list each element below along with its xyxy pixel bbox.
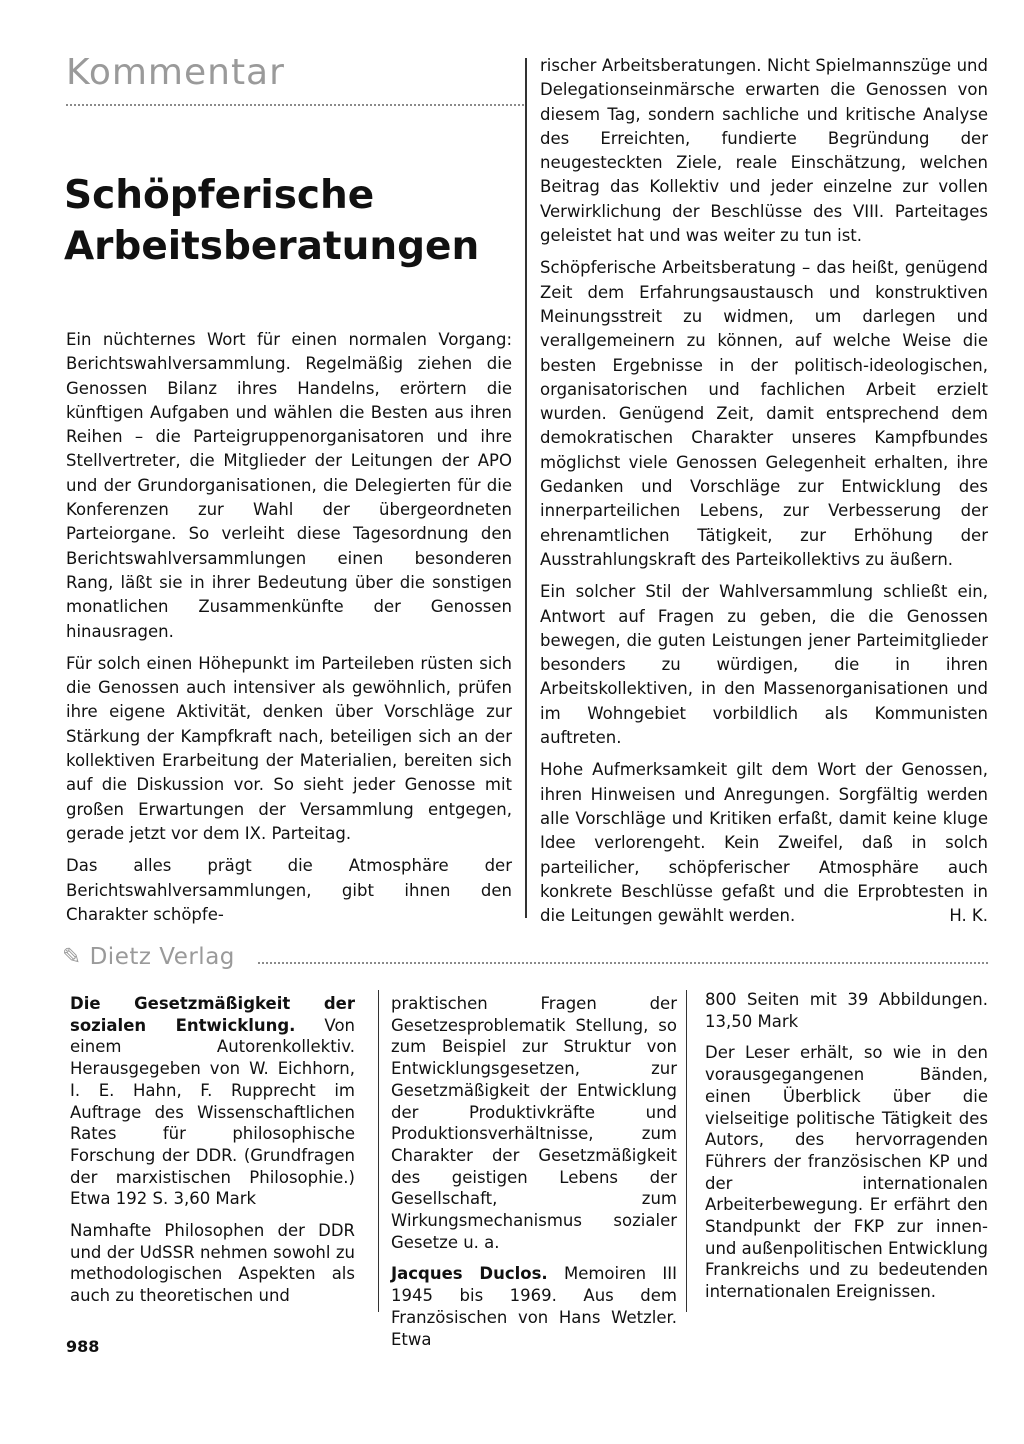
book-column-divider — [686, 990, 687, 1312]
book-column-3 — [705, 989, 988, 1313]
book-description: Der Leser erhält, so wie in den vorausgegangenen Bänden, einen Überblick über die vielseitige politische Tätigkeit des Autors, des hervorragenden Führers der französischen KP und der internationalen Arbeiterbewegung. Er erfährt den Standpunkt der FKP zur innen- und außenpolitischen Entwicklung Frankreichs und zu bedeutenden internationalen Ereignissen. — [705, 1043, 989, 1302]
publisher-header — [62, 944, 235, 970]
book-column-divider — [378, 990, 379, 1312]
article-title — [64, 170, 514, 272]
book-title: Die Gesetzmäßigkeit der sozialen Entwicklung. — [70, 994, 355, 1035]
column-divider — [525, 58, 527, 918]
author-initials: H. K. — [949, 906, 988, 926]
article-paragraph: Für solch einen Höhepunkt im Parteileben rüsten sich die Genossen auch intensiver als gewöhnlich, prüfen ihre eigene Aktivität, denken über Vorschläge zur Stärkung der Kampfkraft nach, beteiligen sich an der kollektiven Erarbeitung der Materialien, bereiten sich auf die Diskussion vor. So sieht jeder Genosse mit großen Erwartungen der Versammlung entgegen, gerade jetzt vor dem IX. Parteitag. — [66, 653, 512, 843]
book-entry — [391, 1263, 677, 1350]
page-number: 988 — [66, 1337, 100, 1356]
book-column-2 — [391, 993, 677, 1360]
article-paragraph: rischer Arbeitsberatungen. Nicht Spielmannszüge und Delegationseinmärsche erwarten die Genossen von diesem Tag, sondern sachliche und kritische Analyse des Erreichten, fundierte Begründung der neugesteckten Ziele, reale Einschätzung, welchen Beitrag das Kollektiv und jeder einzelne zur vollen Verwirklichung der Beschlüsse des VIII. Parteitages geleistet hat und was weiter zu tun ist. — [540, 56, 988, 246]
book-details: Memoiren III 1945 bis 1969. Aus dem Französischen von Hans Wetzler. Etwa — [391, 1264, 677, 1349]
kicker-rule — [66, 104, 524, 106]
article-paragraph-text: Hohe Aufmerksamkeit gilt dem Wort der Genossen, ihren Hinweisen und Anregungen. Sorgfältig werden alle Vorschläge und Kritiken erfaßt, damit keine kluge Idee verlorengeht. Kein Zweifel, daß in solch parteilicher, schöpferischer Atmosphäre auch konkrete Beschlüsse gefaßt und die Erprobtesten in die Leitungen gewählt werden. — [540, 760, 988, 926]
article-left-column — [66, 328, 512, 935]
article-paragraph: Ein nüchternes Wort für einen normalen Vorgang: Berichtswahlversammlung. Regelmäßig ziehen die Genossen Bilanz ihres Handelns, erörtern die künftigen Aufgaben und wählen die Besten aus ihren Reihen – die Parteigruppenorganisatoren und ihre Stellvertreter, die Mitglieder der Leitungen der APO und der Grundorganisationen, die Delegierten für die Konferenzen zur Wahl der übergeordneten Parteiorgane. So verleiht diese Tagesordnung den Berichtswahlversammlungen einen besonderen Rang, läßt sie in ihrer Bedeutung über die sonstigen monatlichen Zusammenkünfte der Genossen hinausragen. — [66, 330, 512, 641]
publisher-logo-icon: ✎ — [62, 944, 82, 970]
publisher-name: Dietz Verlag — [89, 944, 235, 970]
section-kicker: Kommentar — [66, 52, 285, 93]
article-paragraph — [540, 758, 988, 928]
book-entry — [70, 993, 355, 1210]
article-paragraph: Schöpferische Arbeitsberatung – das heißt, genügend Zeit dem Erfahrungsaustausch und konstruktiven Meinungsstreit zu widmen, um darlegen und verallgemeinern zu können, auf welche Weise die besten Ergebnisse in der politisch-ideologischen, organisatorischen und fachlichen Arbeit erzielt wurden. Genügend Zeit, damit entsprechend dem demokratischen Charakter unseres Kampfbundes möglichst viele Genossen Gelegenheit erhalten, ihre Gedanken und Vorschläge zur Entwicklung des innerparteilichen Lebens, zur Verbesserung der ehrenamtlichen Tätigkeit, zur Erhöhung der Ausstrahlungskraft des Parteikollektivs zu äußern. — [540, 258, 988, 569]
book-column-1 — [70, 993, 355, 1317]
book-description: Namhafte Philosophen der DDR und der UdSSR nehmen sowohl zu methodologischen Aspekten als auch zu theoretischen und — [70, 1221, 355, 1306]
article-right-column — [540, 54, 988, 936]
article-paragraph: Das alles prägt die Atmosphäre der Berichtswahlversammlungen, gibt ihnen den Charakter schöpfe- — [66, 856, 512, 924]
title-line-1: Schöpferische — [64, 173, 375, 218]
book-description: praktischen Fragen der Gesetzesproblematik Stellung, so zum Beispiel zur Struktur von Entwicklungsgesetzen, zur Gesetzmäßigkeit der Entwicklung der Produktivkräfte und Produktionsverhältnisse, zum Charakter der Gesetzmäßigkeit des geistigen Lebens der Gesellschaft, zum Wirkungsmechanismus sozialer Gesetze u. a. — [391, 994, 677, 1252]
publisher-rule — [258, 962, 988, 964]
book-details: Von einem Autorenkollektiv. Herausgegeben von W. Eichhorn, I. E. Hahn, F. Rupprecht im Auftrage des Wissenschaftlichen Rates für philosophische Forschung der DDR. (Grundfragen der marxistischen Philosophie.) Etwa 192 S. 3,60 Mark — [70, 1015, 355, 1209]
book-details: 800 Seiten mit 39 Abbildungen. 13,50 Mark — [705, 990, 988, 1031]
book-title: Jacques Duclos. — [391, 1264, 548, 1284]
article-paragraph: Ein solcher Stil der Wahlversammlung schließt ein, Antwort auf Fragen zu geben, die die Genossen bewegen, die guten Leistungen jener Parteimitglieder besonders zu würdigen, die in ihren Arbeitskollektiven, in den Massenorganisationen und im Wohngebiet vorbildlich als Kommunisten auftreten. — [540, 582, 988, 748]
title-line-2: Arbeitsberatungen — [64, 224, 480, 269]
